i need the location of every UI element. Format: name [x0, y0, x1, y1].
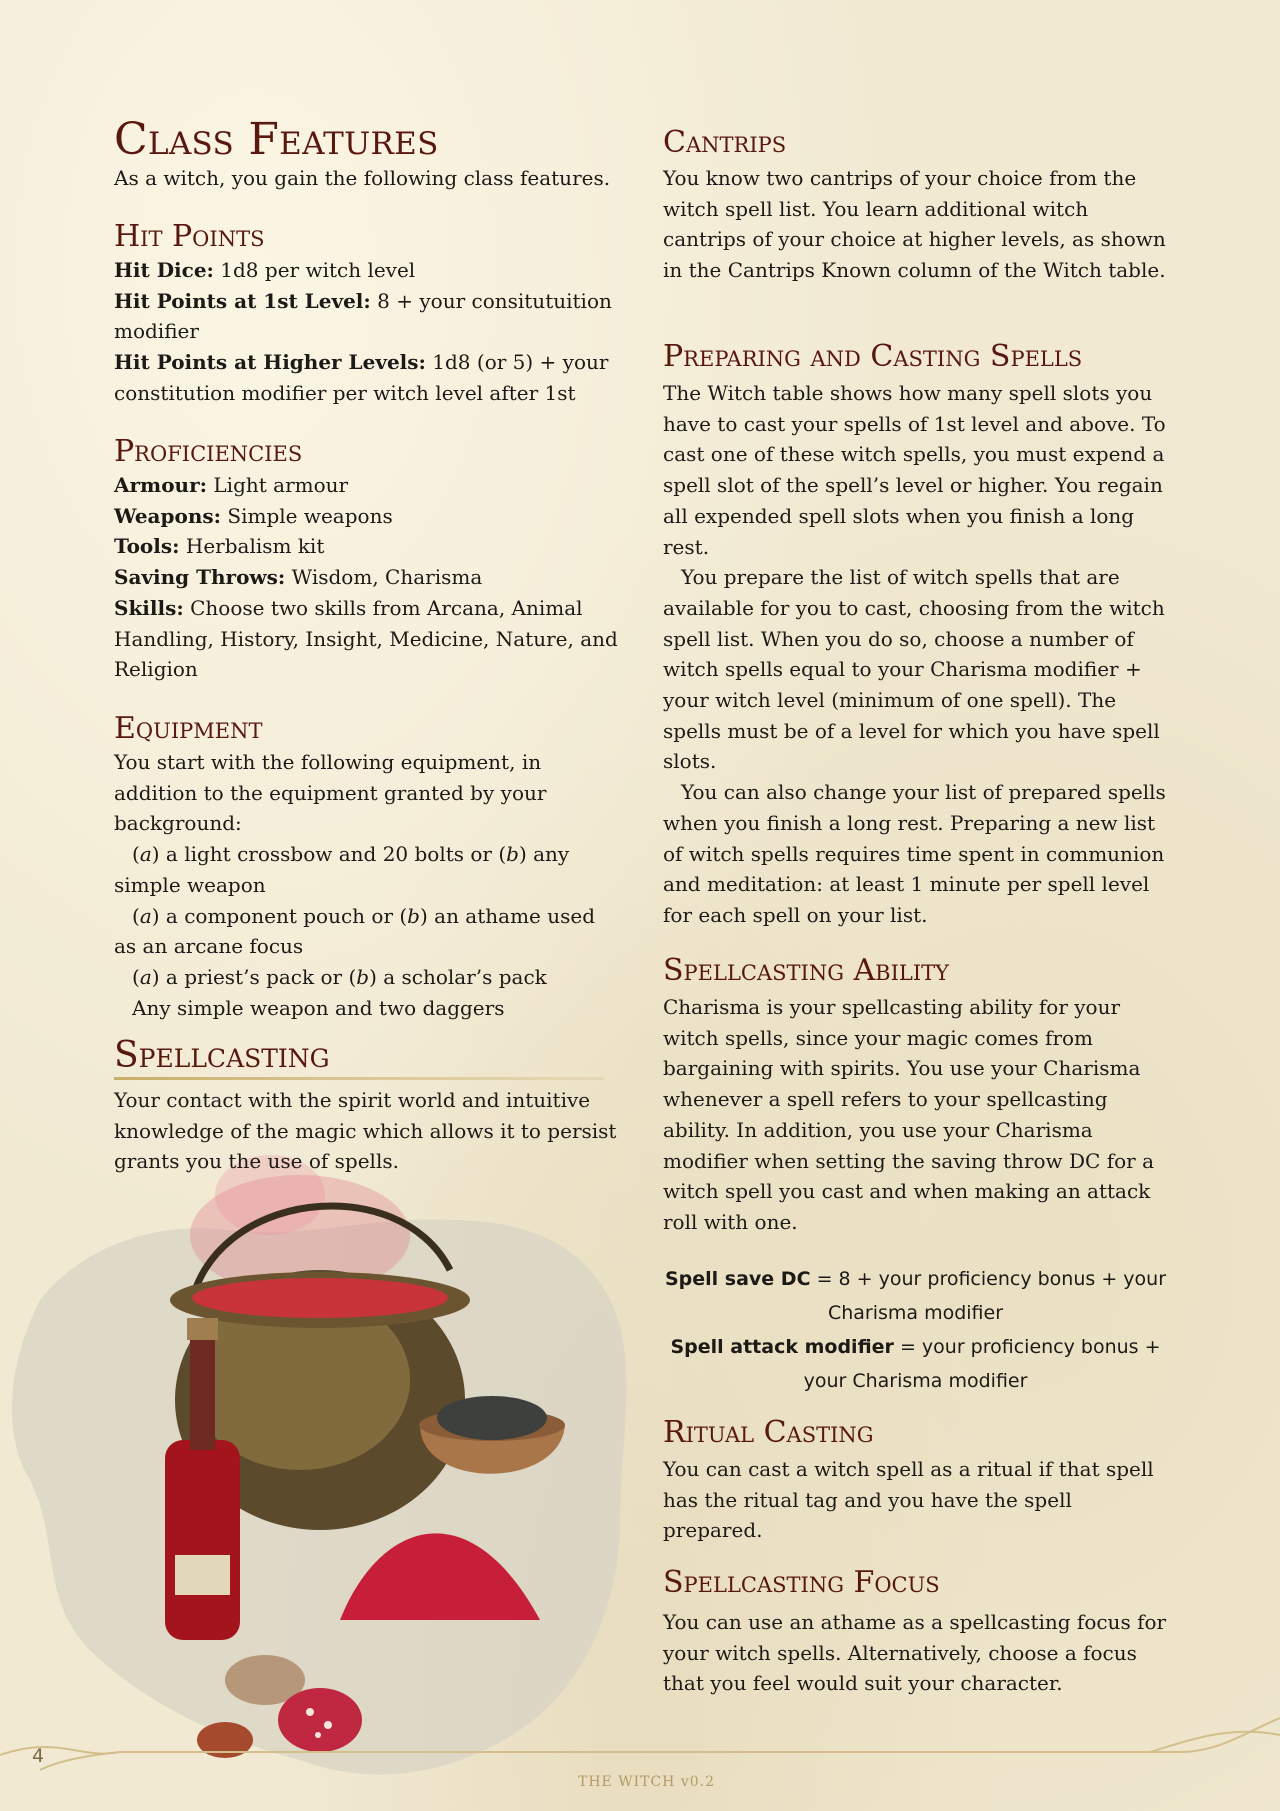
spellcasting-ability-heading: Spellcasting Ability [663, 953, 950, 988]
tools-label: Tools: [114, 534, 180, 559]
armour-value: Light armour [207, 473, 349, 497]
potion-bottle [165, 1440, 240, 1640]
ritual-casting-text: You can cast a witch spell as a ritual if that spell has the ritual tag and you have the spell prepared. [663, 1457, 1154, 1543]
spellcasting-ability-text: Charisma is your spellcasting ability for your witch spells, since your magic comes from bargaining with spirits. You use your Charisma whenever a spell refers to your spellcasting ability. In addition, you use your Charisma modifier when setting the saving throw DC for a witch spell you cast and when making an attack roll with one. [663, 995, 1154, 1234]
hp-higher-levels-value: 1d8 (or 5) + your constitution modifier per witch level after 1st [114, 350, 609, 405]
equipment-heading: Equipment [114, 711, 263, 746]
preparing-paragraph: You can also change your list of prepared spells when you finish a long rest. Preparing a new list of witch spells requires time spent in communion and meditation: at least 1 minute per spell level for each spell on your list. [663, 780, 1166, 927]
potion-liquid [192, 1278, 448, 1318]
footer-title: THE WITCH v0.2 [578, 1774, 716, 1790]
preparing-block [663, 378, 1168, 931]
armour-label: Armour: [114, 473, 208, 497]
spell-save-dc-formula: Spell save DC = 8 + your proficiency bonus + your Charisma modifier [664, 1268, 1167, 1324]
footer-ornament [0, 1718, 1280, 1755]
page-number: 4 [32, 1745, 45, 1767]
weapons-value: Simple weapons [221, 503, 393, 528]
equipment-item-last: Any simple weapon and two daggers [132, 995, 505, 1020]
spellcasting-intro: Your contact with the spirit world and intuitive knowledge of the magic which allows it to persist grants you the use of spells. [114, 1088, 617, 1174]
skills-label: Skills: [114, 595, 184, 620]
bottle-label [175, 1555, 230, 1595]
preparing-paragraph: The Witch table shows how many spell slots you have to cast your spells of 1st level and above. To cast one of these witch spells, you must expend a spell slot of the spell’s level or higher. You regain all expended spell slots when you finish a long rest. [663, 381, 1166, 559]
saving-throws-value: Wisdom, Charisma [285, 565, 483, 590]
skills-value: Choose two skills from Arcana, Animal Handling, History, Insight, Medicine, Nature, and Religion [114, 595, 618, 682]
hit-points-block [114, 255, 619, 409]
hit-points-heading: Hit Points [114, 219, 265, 254]
equipment-item: (a) a component pouch or (b) an athame used as an arcane focus [114, 903, 596, 959]
equipment-item: (a) a light crossbow and 20 bolts or (b) any simple weapon [114, 842, 570, 897]
spellcasting-heading: Spellcasting [114, 1035, 330, 1076]
equipment-intro: You start with the following equipment, in addition to the equipment granted by your background: [114, 750, 547, 836]
spell-formulas [663, 1262, 1168, 1398]
equipment-block [114, 747, 619, 1023]
equipment-item: (a) a priest’s pack or (b) a scholar’s pack [132, 964, 547, 989]
spell-attack-formula: Spell attack modifier = your proficiency bonus + your Charisma modifier [670, 1336, 1161, 1392]
class-features-heading: Class Features [114, 114, 439, 165]
preparing-paragraph: You prepare the list of witch spells that are available for you to cast, choosing from the witch spell list. When you do so, choose a number of witch spells equal to your Charisma modifier + your witch level (minimum of one spell). The spells must be of a level for which you have spell slots. [663, 565, 1165, 774]
hit-dice-label: Hit Dice: [114, 258, 214, 282]
ritual-casting-heading: Ritual Casting [663, 1415, 874, 1450]
hp-higher-levels-label: Hit Points at Higher Levels: [114, 350, 426, 375]
preparing-heading: Preparing and Casting Spells [663, 339, 1083, 374]
class-features-intro: As a witch, you gain the following class features. [114, 166, 611, 190]
cantrips-text: You know two cantrips of your choice from the witch spell list. You learn additional witch cantrips of your choice at higher levels, as shown in the Cantrips Known column of the Witch table. [663, 166, 1166, 283]
saving-throws-label: Saving Throws: [114, 565, 286, 590]
tools-value: Herbalism kit [179, 534, 325, 559]
spellcasting-heading-rule [114, 1077, 604, 1080]
cantrips-heading: Cantrips [663, 125, 787, 160]
proficiencies-heading: Proficiencies [114, 434, 303, 469]
spellcasting-focus-text: You can use an athame as a spellcasting focus for your witch spells. Alternatively, choose a focus that you feel would suit your character. [663, 1610, 1167, 1696]
hp-first-level-label: Hit Points at 1st Level: [114, 288, 371, 313]
hp-first-level-value: 8 + your consitutuition modifier [114, 288, 612, 344]
hit-dice-value: 1d8 per witch level [213, 258, 416, 282]
spellcasting-focus-heading: Spellcasting Focus [663, 1565, 940, 1600]
proficiencies-block [114, 470, 619, 685]
weapons-label: Weapons: [114, 503, 222, 528]
